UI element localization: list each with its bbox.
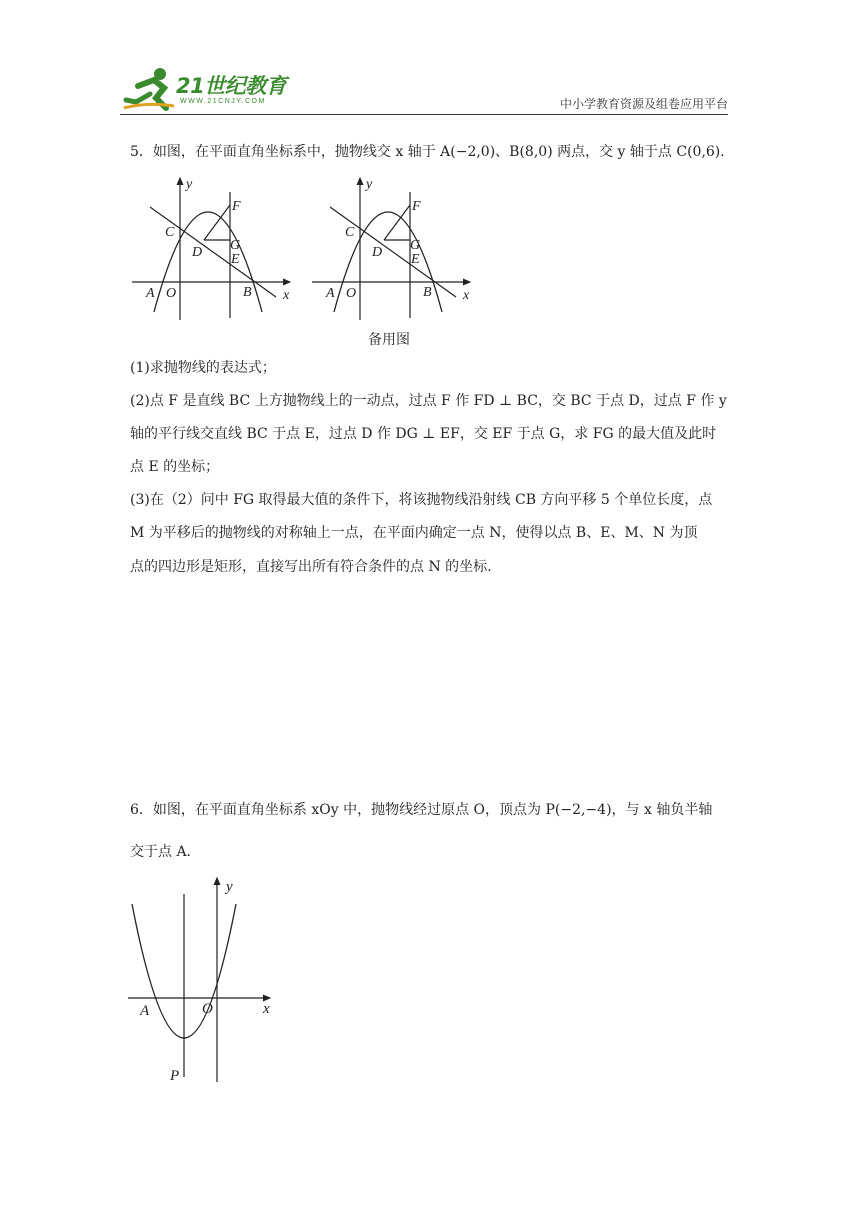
label-f: F: [232, 199, 241, 214]
runner-logo-icon: [120, 62, 180, 116]
label-x: x: [263, 1001, 270, 1017]
q5-part3-line2: M 为平移后的抛物线的对称轴上一点，在平面内确定一点 N，使得以点 B、E、M、N 为顶: [130, 525, 698, 541]
label-y: y: [186, 177, 193, 192]
q5-figure-main: [128, 172, 298, 322]
label-c: C: [345, 225, 355, 240]
label-o: O: [166, 286, 177, 301]
label-a: A: [326, 286, 335, 301]
label-x: x: [463, 288, 470, 303]
logo: [120, 62, 300, 116]
q5-part2-line3: 点 E 的坐标；: [130, 459, 220, 475]
label-f: F: [412, 199, 421, 214]
q5-figure-caption: 备用图: [368, 332, 410, 348]
label-a: A: [146, 286, 155, 301]
q5-part2-line1: (2)点 F 是直线 BC 上方抛物线上的一动点，过点 F 作 FD ⊥ BC，交 BC 于点 D，过点 F 作 y: [130, 393, 727, 409]
page-header: [120, 62, 728, 116]
label-b: B: [423, 285, 432, 300]
label-p: P: [170, 1068, 180, 1084]
label-e: E: [411, 252, 420, 267]
brand-url: WWW.21CNJY.COM: [180, 98, 266, 105]
q5-part3-line3: 点的四边形是矩形，直接写出所有符合条件的点 N 的坐标.: [130, 559, 492, 575]
label-x: x: [283, 288, 290, 303]
q6-figure: [120, 872, 290, 1087]
label-o: O: [202, 1001, 213, 1017]
label-y: y: [226, 879, 233, 895]
label-a: A: [140, 1003, 150, 1019]
brand-name: 21世纪教育: [176, 74, 287, 98]
q5-part1: (1)求抛物线的表达式；: [130, 360, 276, 376]
q6-stem-line2: 交于点 A．: [130, 844, 201, 860]
label-e: E: [231, 252, 240, 267]
q6-stem-line1: 6．如图，在平面直角坐标系 xOy 中，抛物线经过原点 O，顶点为 P(−2,−4)，与 x 轴负半轴: [130, 802, 713, 818]
label-y: y: [366, 177, 373, 192]
q5-part3-line1: (3)在（2）问中 FG 取得最大值的条件下，将该抛物线沿射线 CB 方向平移 5 个单位长度，点: [130, 492, 713, 508]
header-rule: [120, 114, 728, 115]
label-c: C: [165, 225, 175, 240]
platform-tagline: 中小学教育资源及组卷应用平台: [559, 97, 728, 111]
line-bc: [330, 207, 456, 297]
label-b: B: [243, 285, 252, 300]
label-g: G: [230, 238, 241, 253]
label-d: D: [372, 245, 383, 260]
label-d: D: [192, 245, 203, 260]
label-o: O: [346, 286, 357, 301]
q5-part2-line2: 轴的平行线交直线 BC 于点 E，过点 D 作 DG ⊥ EF，交 EF 于点 G，求 FG 的最大值及此时: [130, 426, 717, 442]
q5-figure-backup: [308, 172, 478, 322]
line-bc: [150, 207, 276, 297]
q5-stem: 5．如图，在平面直角坐标系中，抛物线交 x 轴于 A(−2,0)、B(8,0) 两点，交 y 轴于点 C(0,6)．: [130, 144, 735, 160]
label-g: G: [410, 238, 421, 253]
